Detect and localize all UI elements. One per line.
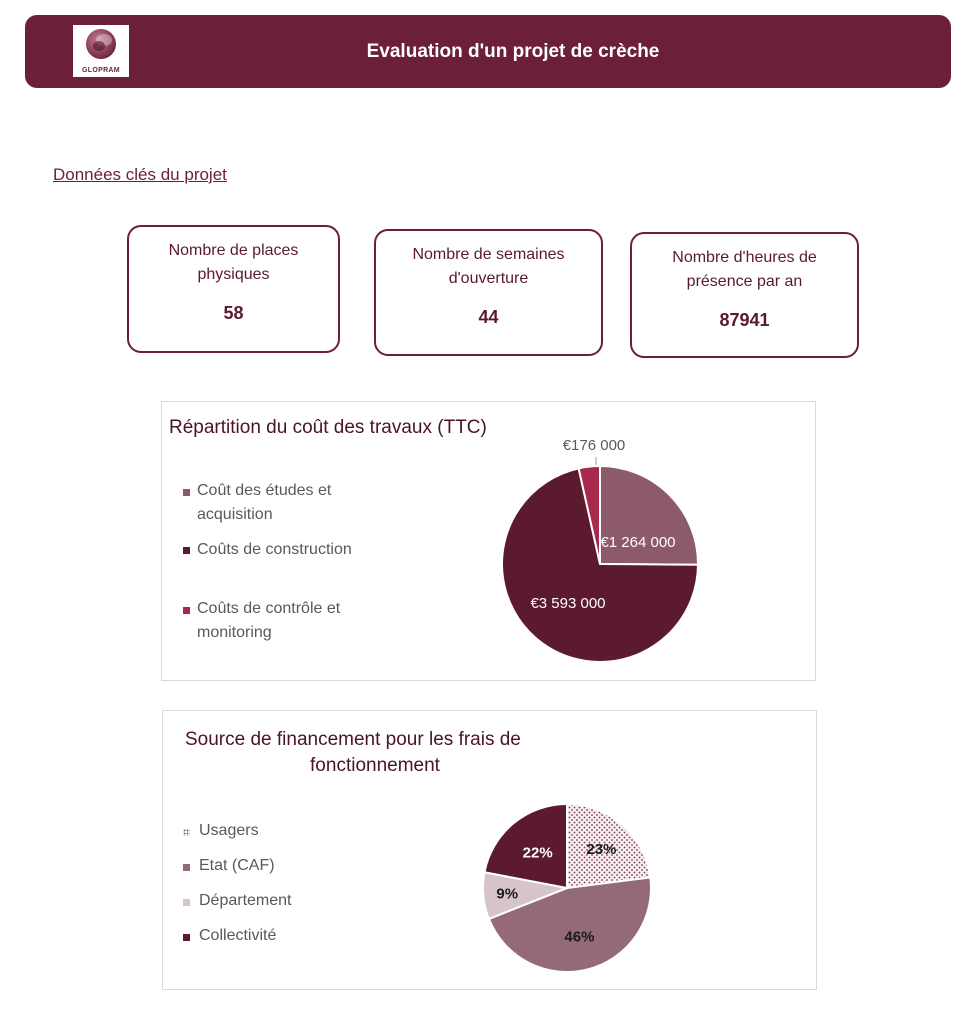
legend-label: Coûts de contrôle et — [197, 600, 341, 617]
kpi-value: 44 — [478, 307, 499, 327]
kpi-value: 87941 — [719, 310, 770, 330]
data-label: €1 264 000 — [600, 534, 676, 551]
legend-label: Coûts de construction — [197, 541, 352, 558]
kpi-card-weeks — [374, 229, 603, 356]
logo-text: GLOPRAM — [82, 67, 120, 74]
chart-title: Répartition du coût des travaux (TTC) — [169, 417, 487, 438]
chart-funding-sources — [162, 710, 817, 990]
kpi-label — [129, 239, 338, 287]
kpi-label-line: d'ouverture — [448, 270, 529, 287]
chart-construction-costs — [161, 401, 816, 681]
kpi-label-line: Nombre d'heures de — [672, 249, 817, 266]
legend-item: Etat (CAF) — [199, 857, 275, 874]
data-label: 9% — [496, 885, 519, 903]
legend-label: acquisition — [197, 506, 273, 523]
kpi-label-line: présence par an — [686, 273, 803, 290]
legend-label: monitoring — [197, 624, 272, 641]
kpi-value: 58 — [223, 303, 244, 323]
page-title: Evaluation d'un projet de crèche — [366, 41, 660, 62]
data-label: €3 593 000 — [530, 595, 606, 612]
chart-title-line: Source de financement pour les frais de — [185, 729, 521, 750]
kpi-label-line: physiques — [197, 266, 270, 283]
legend-item: Département — [199, 892, 292, 909]
data-label: 23% — [586, 840, 617, 858]
kpi-card-hours — [630, 232, 859, 358]
data-label: €176 000 — [562, 437, 626, 454]
pie-chart — [163, 711, 818, 991]
pie-chart — [162, 402, 817, 682]
kpi-label-line: Nombre de semaines — [412, 246, 565, 263]
kpi-label — [632, 246, 857, 294]
data-label: 22% — [522, 844, 553, 862]
header-banner — [25, 15, 951, 88]
legend-label: Coût des études et — [197, 482, 332, 499]
legend-item: Usagers — [199, 822, 259, 839]
kpi-label — [376, 243, 601, 291]
chart-title-line: fonctionnement — [310, 755, 440, 776]
kpi-card-places — [127, 225, 340, 353]
legend-item: Collectivité — [199, 927, 277, 944]
section-title: Données clés du projet — [53, 165, 227, 184]
kpi-label-line: Nombre de places — [168, 242, 299, 259]
data-label: 46% — [564, 928, 595, 946]
